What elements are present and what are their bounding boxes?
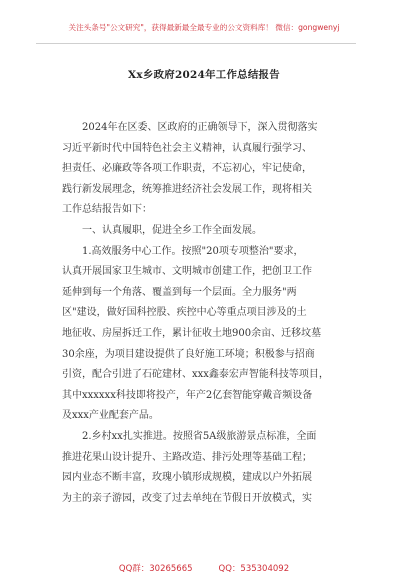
paragraph-line: 引资，配合引进了石砣建材、xxx鑫泰宏声智能科技等项目， (62, 369, 329, 381)
paragraph-line: 担责任、必廉政等各项工作职责，不忘初心，牢记使命， (62, 163, 312, 175)
paragraph-line: 延伸到每一个角落、覆盖到每一个层面。全力服务"两 (62, 286, 297, 298)
paragraph-line: 地征收、房屋拆迁工作，累计征收土地900余亩、迁移坟墓 (62, 327, 322, 339)
footer-qq-group: QQ群：30265665 (118, 564, 193, 574)
document-title: Xx乡政府2024年工作总结报告 (128, 69, 280, 81)
header-banner: 关注头条号"公文研究"，获得最新最全最专业的公文资料库！ 微信：gongwenyj (68, 23, 340, 32)
paragraph-line: 2024年在区委、区政府的正确领导下，深入贯彻落实 (82, 122, 318, 133)
footer-qq-number: QQ：535304092 (218, 564, 290, 574)
footer-contact (0, 562, 408, 574)
paragraph-line: 1.高效服务中心工作。按照"20项专项整治"要求， (82, 245, 304, 257)
paragraph-line: 其中xxxxxx科技即将投产，年产2亿套智能穿戴音频设备 (62, 389, 313, 401)
paragraph-line: 及xxx产业配套产品。 (62, 410, 159, 422)
paragraph-line: 习近平新时代中国特色社会主义精神，认真履行强学习、 (62, 142, 312, 154)
paragraph-line: 践行新发展理念，统筹推进经济社会发展工作，现将相关 (62, 183, 312, 195)
paragraph-line: 为主的亲子游园，改变了过去单纯在节假日开放模式，实 (62, 492, 312, 504)
paragraph-line: 园内业态不断丰富，玫瑰小镇形成规模，建成以户外拓展 (62, 472, 312, 484)
paragraph-line: 2.乡村xx扎实推进。按照省5A级旅游景点标准，全面 (82, 430, 317, 442)
paragraph-line: 区"建设，做好国科控股、疾控中心等重点项目涉及的土 (62, 307, 307, 319)
section-heading: 一、认真履职，促进全乡工作全面发展。 (82, 224, 262, 236)
paragraph-line: 工作总结报告如下： (62, 204, 152, 216)
header-divider (36, 43, 356, 44)
document-body (62, 118, 348, 509)
paragraph-line: 推进花果山设计提升、主路改造、排污处理等基础工程； (62, 451, 312, 463)
paragraph-line: 认真开展国家卫生城市、文明城市创建工作，把创卫工作 (62, 266, 312, 278)
paragraph-line: 30余座，为项目建设提供了良好施工环境；积极参与招商 (62, 348, 315, 360)
